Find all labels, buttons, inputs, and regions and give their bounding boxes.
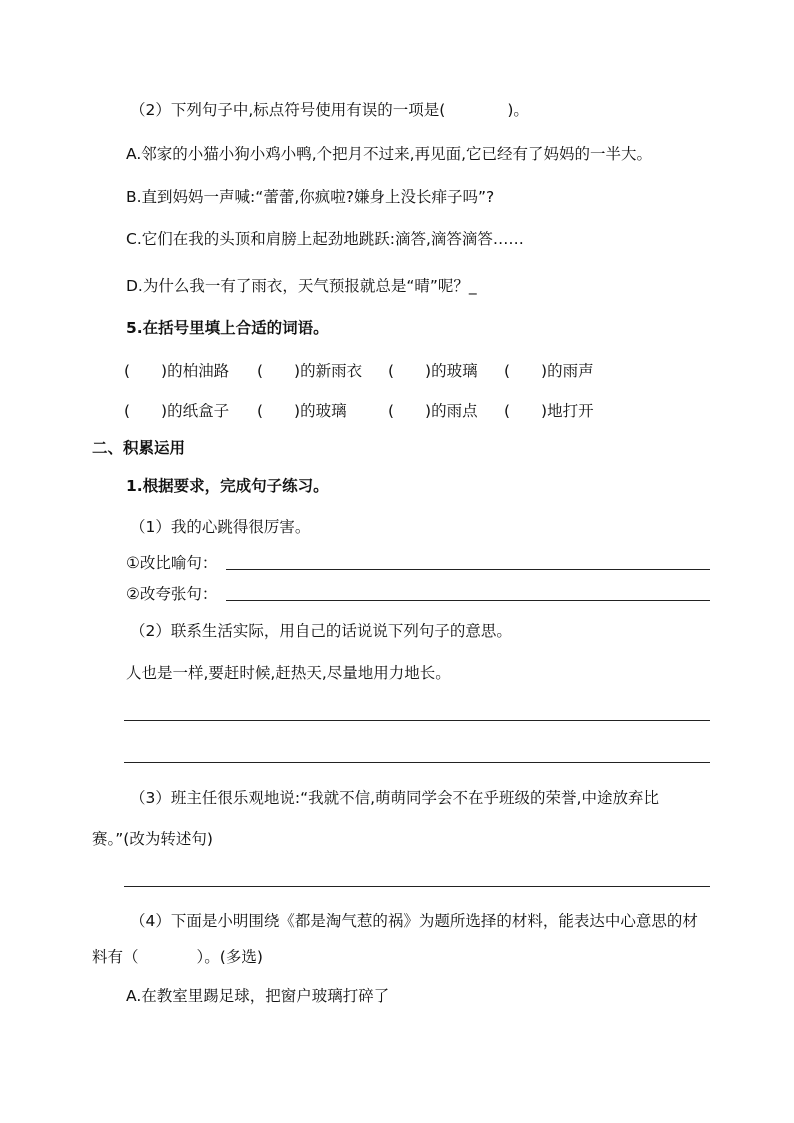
- section-heading: 二、积累运用: [92, 439, 186, 457]
- sub2-answer-line-1[interactable]: [124, 720, 710, 721]
- q2-option-a: A.邻家的小猫小狗小鸡小鸭,个把月不过来,再见面,它已经有了妈妈的一半大。: [126, 145, 653, 163]
- sub1-prompt: （1）我的心跳得很厉害。: [130, 518, 311, 536]
- sub3-answer-line[interactable]: [124, 886, 710, 887]
- sub4-line2-pre: 料有（: [92, 948, 139, 966]
- q2-stem-pre: （2）下列句子中,标点符号使用有误的一项是(: [130, 101, 446, 119]
- q5-fill-cell[interactable]: ( )的新雨衣: [257, 362, 363, 380]
- q2-stem: [130, 99, 529, 121]
- q5-fill-cell[interactable]: ( )地打开: [504, 402, 594, 420]
- section2-q1-title: 1.根据要求，完成句子练习。: [126, 477, 329, 495]
- q5-title: 5.在括号里填上合适的词语。: [126, 319, 329, 337]
- q5-fill-cell[interactable]: ( )的玻璃: [388, 362, 478, 380]
- sub1-simile-label: ①改比喻句：: [126, 554, 218, 572]
- q5-fill-cell[interactable]: ( )的雨声: [504, 362, 594, 380]
- q2-option-d: D.为什么我一有了雨衣，天气预报就总是“晴”呢？_: [126, 277, 477, 295]
- sub2-answer-line-2[interactable]: [124, 762, 710, 763]
- sub4-prompt-line1: （4）下面是小明围绕《都是淘气惹的祸》为题所选择的材料，能表达中心意思的材: [130, 912, 698, 930]
- q5-fill-cell[interactable]: ( )的纸盒子: [124, 402, 230, 420]
- sub2-quote: 人也是一样,要赶时候,赶热天,尽量地用力地长。: [126, 664, 451, 682]
- sub3-prompt-line2: 赛。”(改为转述句): [92, 830, 213, 848]
- q2-stem-post: )。: [507, 101, 529, 119]
- sub4-line2-post: ）。(多选): [196, 948, 263, 966]
- q5-fill-cell[interactable]: ( )的柏油路: [124, 362, 230, 380]
- sub2-prompt: （2）联系生活实际，用自己的话说说下列句子的意思。: [130, 622, 512, 640]
- sub4-prompt-line2: [92, 946, 263, 968]
- q5-fill-cell[interactable]: ( )的雨点: [388, 402, 478, 420]
- hyperbole-answer-line[interactable]: [226, 600, 710, 601]
- q5-fill-cell[interactable]: ( )的玻璃: [257, 402, 347, 420]
- q2-option-b: B.直到妈妈一声喊:“蕾蕾,你疯啦?嫌身上没长痱子吗”?: [126, 188, 495, 206]
- sub1-hyperbole-label: ②改夸张句：: [126, 585, 218, 603]
- simile-answer-line[interactable]: [226, 569, 710, 570]
- sub3-prompt-line1: （3）班主任很乐观地说:“我就不信,萌萌同学会不在乎班级的荣誉,中途放弃比: [130, 789, 659, 807]
- q2-option-c: C.它们在我的头顶和肩膀上起劲地跳跃:滴答,滴答滴答……: [126, 230, 524, 248]
- sub4-option-a: A.在教室里踢足球，把窗户玻璃打碎了: [126, 987, 390, 1005]
